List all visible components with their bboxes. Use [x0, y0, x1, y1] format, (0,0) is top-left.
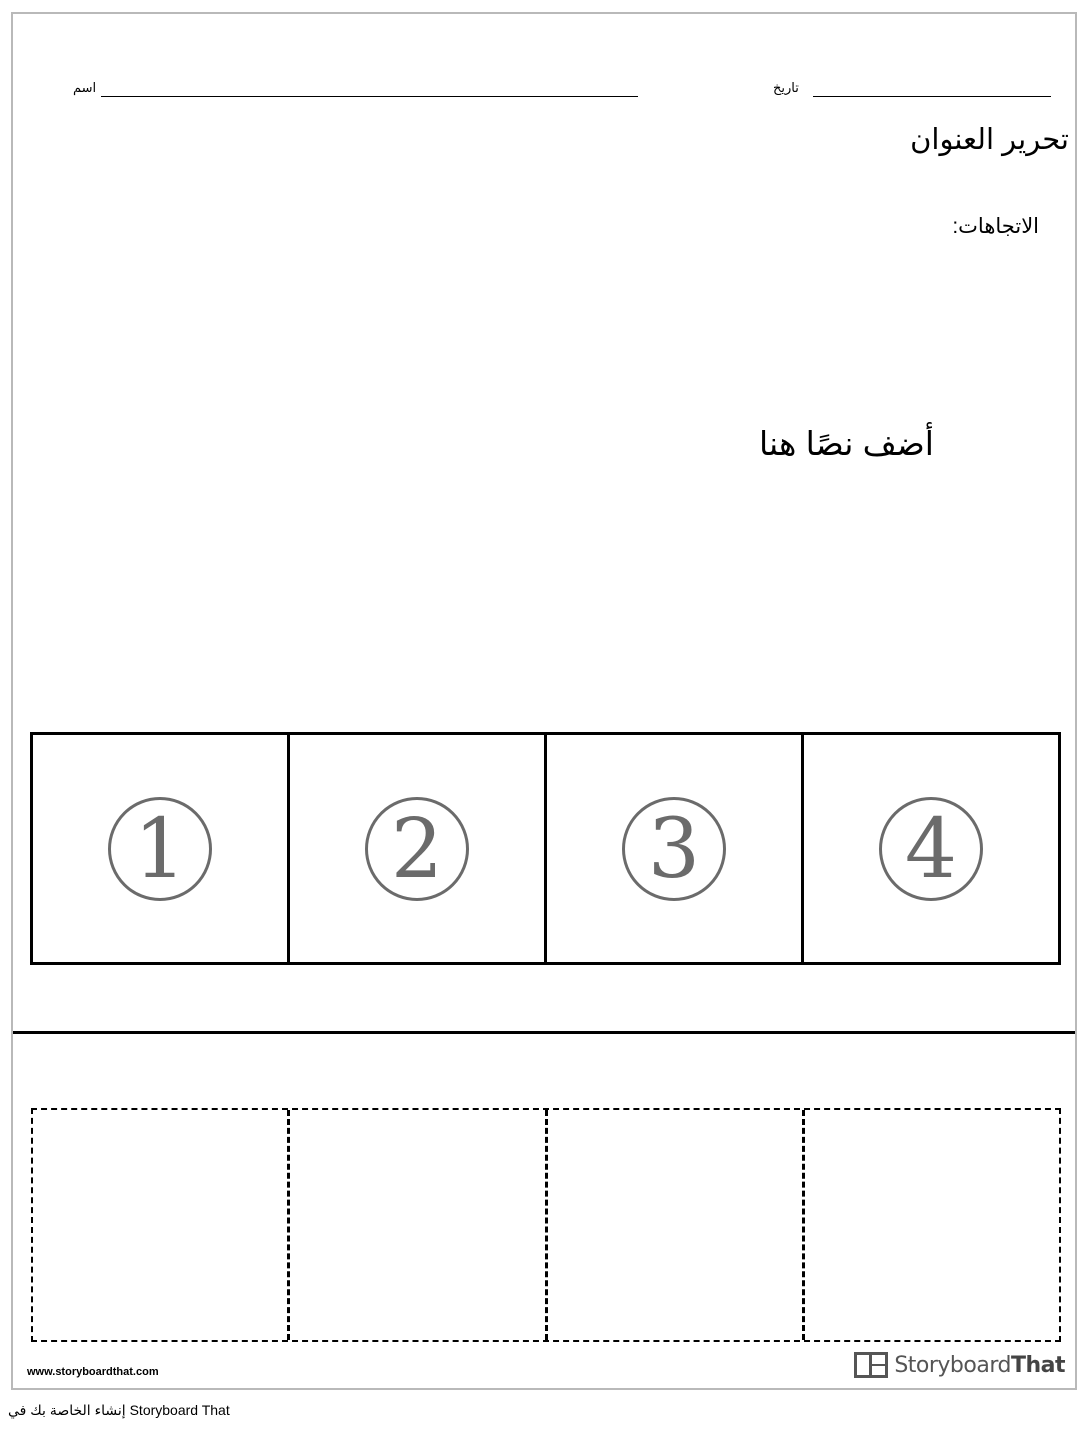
credit-text: إنشاء الخاصة بك في [8, 1402, 126, 1418]
section-divider [13, 1031, 1075, 1034]
name-field[interactable] [73, 78, 638, 100]
brand-text [894, 1353, 1065, 1378]
circled-number: 3 [647, 801, 701, 897]
worksheet-page [11, 12, 1077, 1390]
date-line [813, 96, 1051, 97]
circled-number-icon [365, 797, 469, 901]
circled-number-icon [622, 797, 726, 901]
circled-number-icon [108, 797, 212, 901]
numbered-box-2[interactable] [290, 735, 547, 962]
cut-box-1[interactable] [33, 1110, 290, 1340]
cut-box-2[interactable] [290, 1110, 547, 1340]
numbered-box-1[interactable] [33, 735, 290, 962]
circled-number: 4 [904, 801, 958, 897]
date-field[interactable] [773, 78, 1053, 100]
circled-number-icon [879, 797, 983, 901]
worksheet-title[interactable]: تحرير العنوان [910, 124, 1069, 156]
footer-url[interactable]: www.storyboardthat.com [27, 1366, 159, 1378]
cut-out-boxes [31, 1108, 1061, 1342]
credit-brand[interactable]: Storyboard That [129, 1402, 230, 1418]
storyboard-panels-icon [854, 1352, 888, 1378]
credit-line [8, 1402, 230, 1419]
numbered-boxes [30, 732, 1061, 965]
circled-number: 2 [390, 801, 444, 897]
brand-main: Storyboard [894, 1352, 1011, 1378]
brand-bold: That [1010, 1352, 1065, 1378]
date-label: تاريخ [773, 80, 799, 95]
cut-box-4[interactable] [805, 1110, 1059, 1340]
cut-box-3[interactable] [548, 1110, 805, 1340]
name-label: اسم [73, 80, 97, 95]
numbered-box-3[interactable] [547, 735, 804, 962]
circled-number: 1 [133, 801, 187, 897]
directions-label[interactable]: الاتجاهات: [952, 215, 1039, 238]
add-text-placeholder[interactable]: أضف نصًا هنا [759, 425, 934, 462]
storyboardthat-logo[interactable] [854, 1352, 1065, 1378]
numbered-box-4[interactable] [804, 735, 1058, 962]
name-line [101, 96, 638, 97]
